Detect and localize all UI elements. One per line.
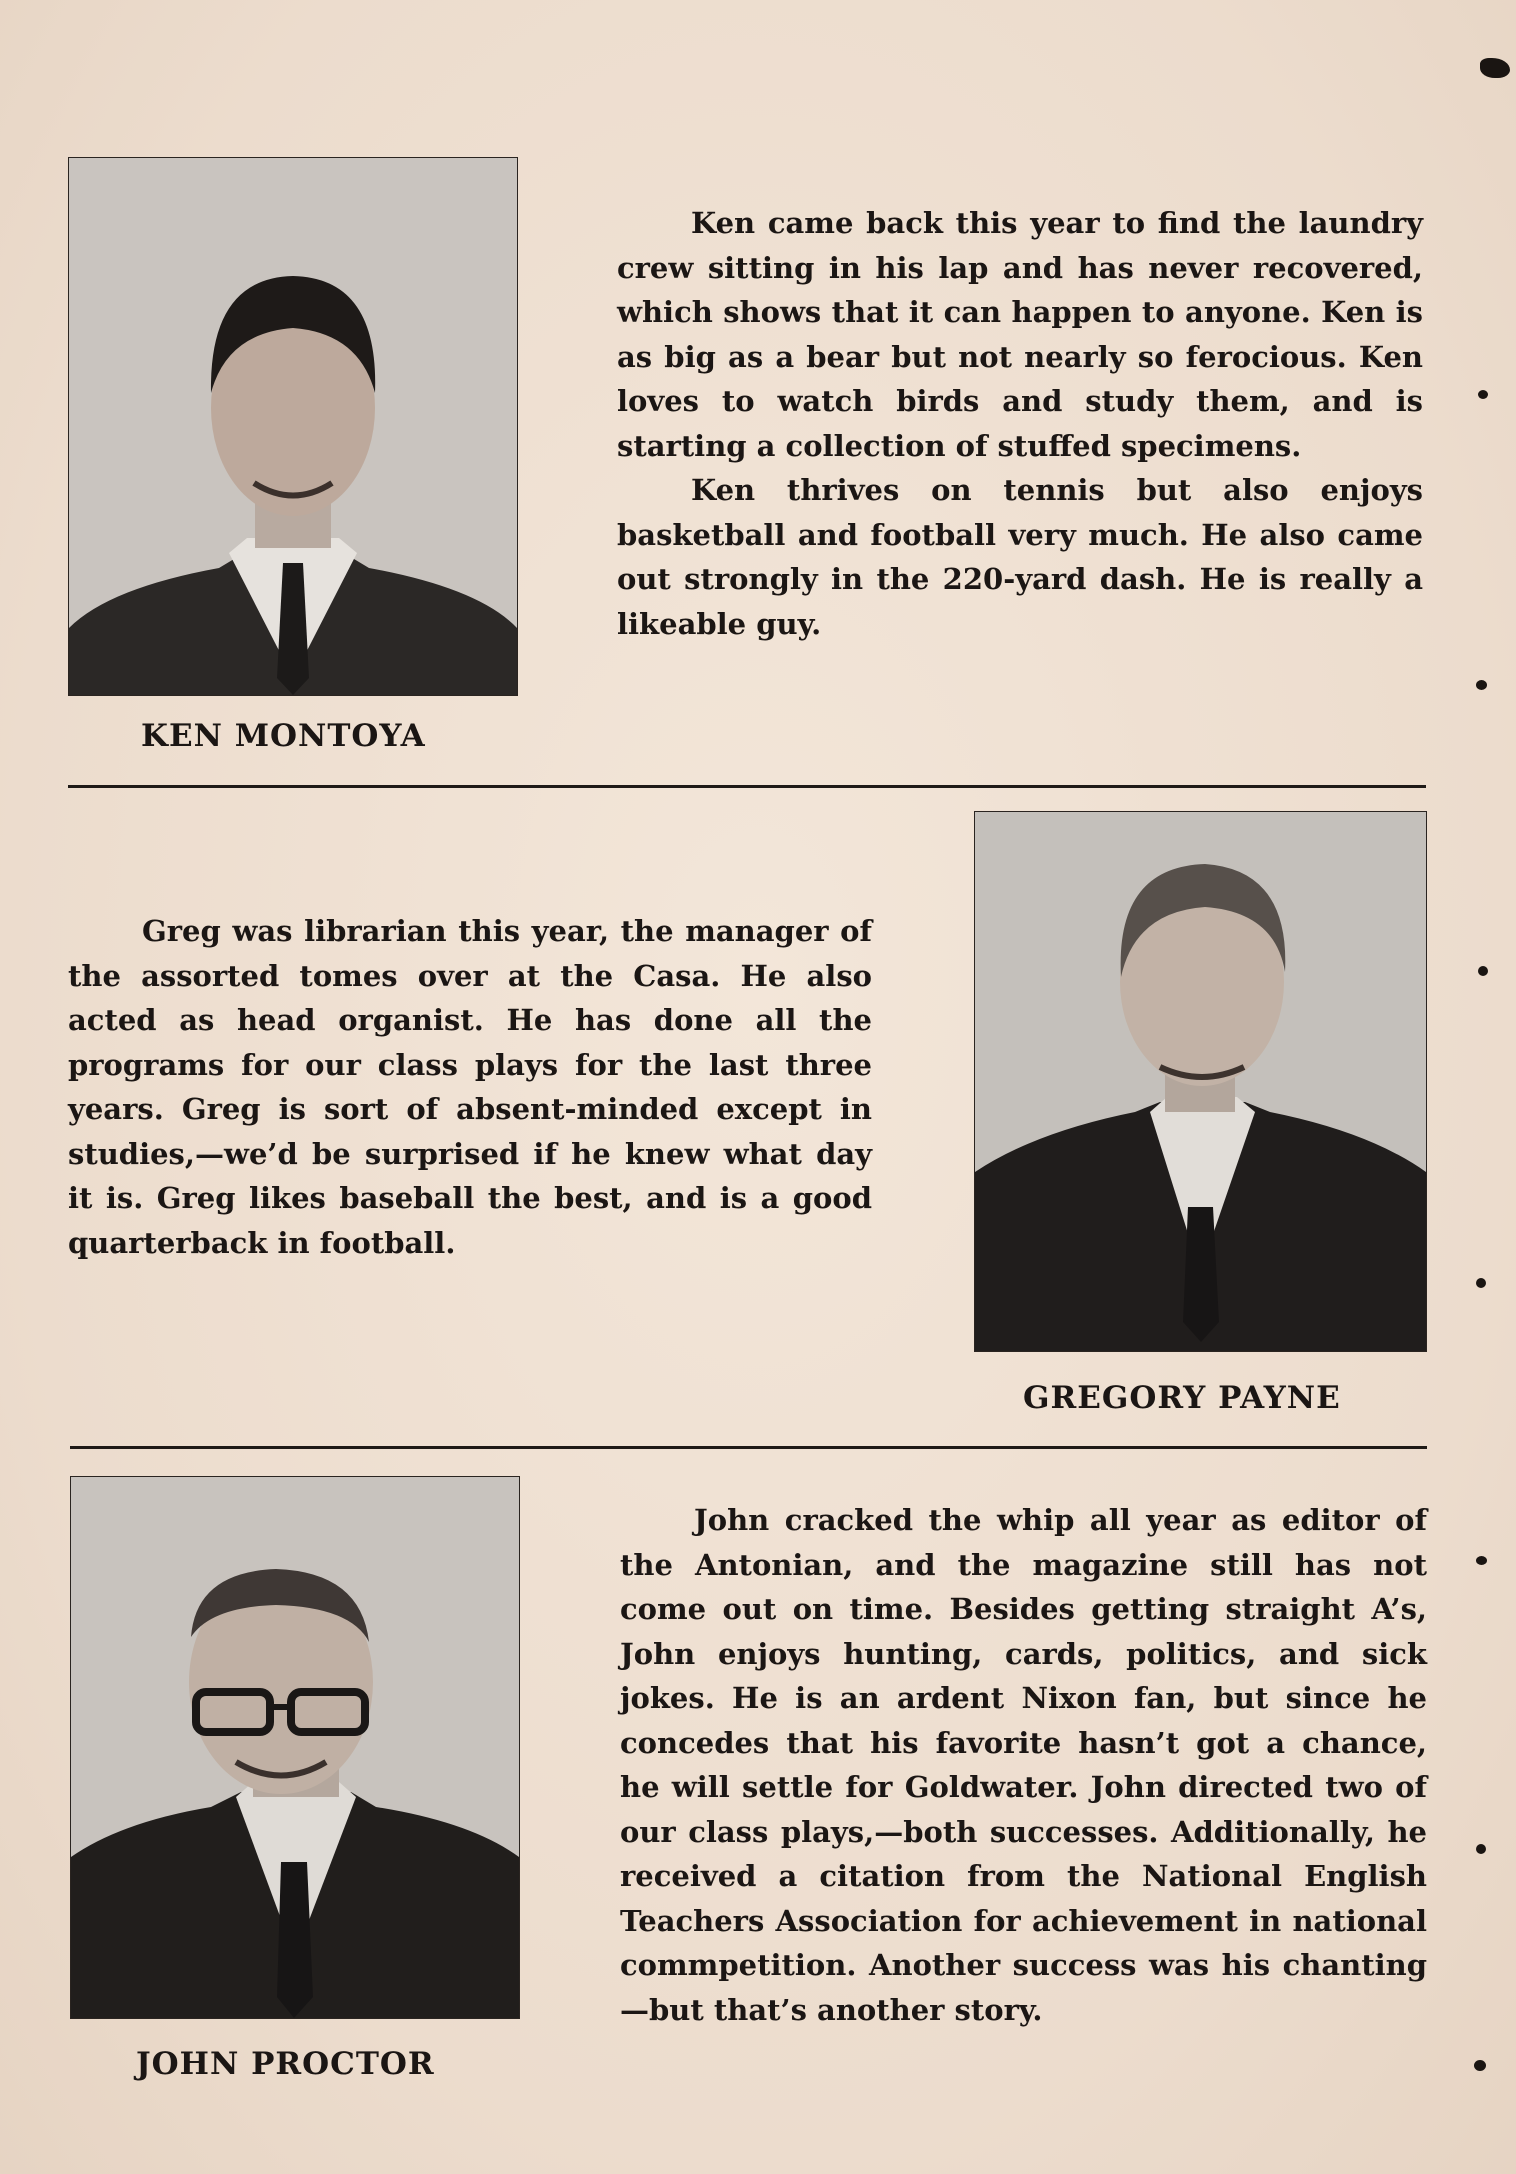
binding-mark: [1476, 1278, 1486, 1288]
bio-paragraph: Greg was librarian this year, the manager of the assorted tomes over at the Casa. He also acted as head organist. He has done all the programs for our class plays for the last three years. Greg is sort of absent-minded except in studies,—we’d be surprised if he knew what day it is. Greg likes baseball the best, and is a good quarterback in football.: [68, 914, 872, 1260]
name-caption: GREGORY PAYNE: [1023, 1380, 1341, 1416]
bio-text-john-proctor: [620, 1498, 1427, 2032]
name-caption: JOHN PROCTOR: [136, 2046, 435, 2082]
portrait-photo-gregory-payne: [974, 811, 1427, 1352]
section-divider: [68, 785, 1426, 788]
portrait-photo-john-proctor: [70, 1476, 520, 2019]
bio-text-gregory-payne: [68, 909, 872, 1265]
binding-mark: [1474, 2060, 1486, 2071]
bio-paragraph: Ken thrives on tennis but also enjoys basketball and football very much. He also came out strongly in the 220-yard dash. He is really a likeable guy.: [617, 473, 1423, 641]
binding-mark: [1476, 1556, 1487, 1565]
binding-mark: [1478, 390, 1488, 399]
bio-paragraph: Ken came back this year to find the laundry crew sitting in his lap and has never recovered, which shows that it can happen to anyone. Ken is as big as a bear but not nearly so ferocious. Ken loves to watch birds and study them, and is starting a collection of stuffed specimens.: [617, 206, 1423, 463]
binding-mark: [1480, 58, 1510, 78]
section-divider: [70, 1446, 1427, 1449]
name-caption: KEN MONTOYA: [141, 718, 426, 754]
binding-mark: [1476, 680, 1487, 690]
binding-mark: [1476, 1844, 1486, 1854]
bio-text-ken-montoya: [617, 201, 1423, 646]
bio-paragraph: John cracked the whip all year as editor of the Antonian, and the magazine still has not come out on time. Besides getting straight A’s, John enjoys hunting, cards, politics, and sick jokes. He is an ardent Nixon fan, but since he concedes that his favorite hasn’t got a chance, he will settle for Goldwater. John directed two of our class plays,—both successes. Additionally, he received a citation from the National English Teachers Association for achievement in national commpetition. Another success was his chanting—but that’s another story.: [620, 1503, 1427, 2027]
binding-mark: [1478, 966, 1488, 976]
portrait-photo-ken-montoya: [68, 157, 518, 696]
